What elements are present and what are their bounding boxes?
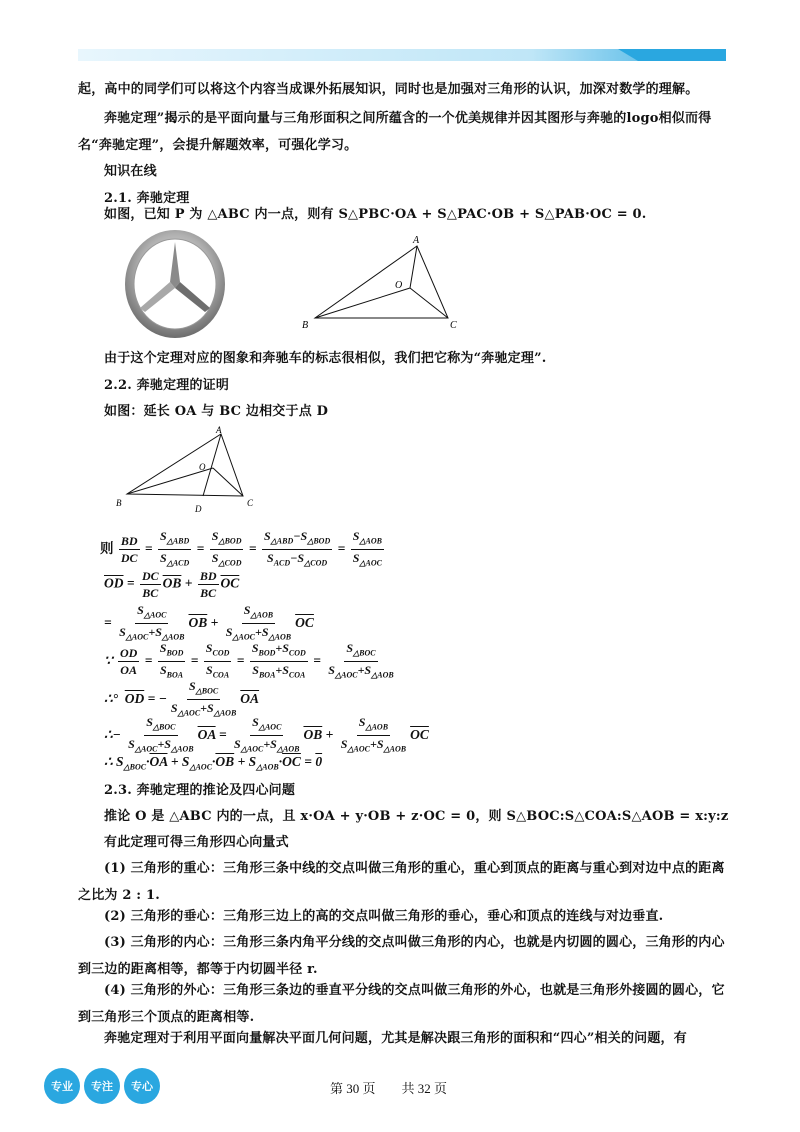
proof-line-5: ∴° $\overline{OD}$ = − $\frac{S_{\triangle BOC}}{S_{\triangle AOC}+S_{\triangle AOB}}$ $\overline{OA}$ bbox=[104, 679, 260, 718]
item-centroid: (1) 三角形的重心：三角形三条中线的交点叫做三角形的重心，重心到顶点的距离与重心到对边中点的距离之比为 2 : 1. bbox=[78, 861, 725, 903]
fig1-label-C: C bbox=[450, 320, 457, 331]
page-number: 第 30 页 共 32 页 bbox=[330, 1081, 448, 1096]
fig2-label-C: C bbox=[247, 498, 254, 508]
therefore-symbol-2: ∴ bbox=[104, 726, 113, 742]
section-2-2-title: 2.2. 奔驰定理的证明 bbox=[104, 378, 230, 393]
proof-line-6: ∴− $\frac{S_{\triangle BOC}}{S_{\triangle AOC}+S_{\triangle AOB}}$ $\overline{OA}$ = $\frac{S_{\triangle AOC}}{S_{\triangle AOC}+S_{\triangle AOB}}$ $\overline{OB}$ + $\frac{S_{\triangle AOB}}{S_{\triangle AOC}+S_{\triangle AOB}}$ $\overline{OC}$ bbox=[104, 715, 429, 754]
fig2-label-O: O bbox=[199, 462, 206, 472]
section-2-1-caption: 由于这个定理对应的图象和奔驰车的标志很相似，我们把它称为“奔驰定理”. bbox=[104, 351, 547, 366]
proof-line-1: 则 $\frac{BD}{DC}$ = $\frac{S_{\triangle ABD}}{S_{\triangle ACD}}$ = $\frac{S_{\triangle BOD}}{S_{\triangle COD}}$ = $\frac{S_{\triangle ABD}-S_{\triangle BOD}}{S_{ACD}-S_{\triangle COD}}$ = $\frac{S_{\triangle AOB}}{S_{\triangle AOC}}$ bbox=[100, 529, 382, 568]
item-incenter: (3) 三角形的内心：三角形三条内角平分线的交点叫做三角形的内心，也就是内切圆的圆心，三角形的内心到三边的距离相等，都等于内切圆半径 r. bbox=[78, 935, 725, 977]
item-circumcenter: (4) 三角形的外心：三角形三条边的垂直平分线的交点叫做三角形的外心，也就是三角形外接圆的圆心，它到三角形三个顶点的距离相等. bbox=[78, 983, 725, 1025]
proof-line-4: ∵ $\frac{OD}{OA}$ = $\frac{S_{BOD}}{S_{BOA}}$ = $\frac{S_{COD}}{S_{COA}}$ = $\frac{S_{BOD}+S_{COD}}{S_{BOA}+S_{COA}}$ = $\frac{S_{\triangle BOC}}{S_{\triangle AOC}+S_{\triangle AOB}}$ bbox=[104, 641, 394, 680]
header-bar bbox=[78, 46, 726, 64]
fig2-label-D: D bbox=[195, 504, 202, 514]
fig1-label-O: O bbox=[395, 280, 403, 291]
section-2-1-text: 如图，已知 P 为 △ABC 内一点，则有 S△PBC·OA + S△PAC·OB + S△PAB·OC = 0. bbox=[104, 207, 647, 222]
proof-line-3: = $\frac{S_{\triangle AOC}}{S_{\triangle AOC}+S_{\triangle AOB}}$ $\overline{OB}$ + $\frac{S_{\triangle AOB}}{S_{\triangle AOC}+S_{\triangle AOB}}$ $\overline{OC}$ bbox=[104, 603, 314, 642]
benz-logo-image bbox=[123, 228, 227, 340]
section-2-3-corollary: 推论 O 是 △ABC 内的一点，且 x·OA + y·OB + z·OC = 0，则 S△BOC:S△COA:S△AOB = x:y:z bbox=[104, 809, 729, 824]
fig1-label-B: B bbox=[302, 320, 309, 331]
intro-line: 起，高中的同学们可以将这个内容当成课外拓展知识，同时也是加强对三角形的认识，加深对数学的理解。 bbox=[78, 82, 699, 97]
proof-line-7: ∴ $S_{\triangle BOC}\cdot\overline{OA} + S_{\triangle AOC}\cdot\overline{OB} + S_{\triangle AOB}\cdot\overline{OC} = 0$ bbox=[104, 754, 323, 772]
section-2-2-text: 如图：延长 OA 与 BC 边相交于点 D bbox=[104, 404, 329, 419]
intro-paragraph: 奔驰定理”揭示的是平面向量与三角形面积之间所蕴含的一个优美规律并因其图形与奔驰的logo相似而得名“奔驰定理”，会提升解题效率，可强化学习。 bbox=[78, 111, 712, 153]
section-2-3-intro: 有此定理可得三角形四心向量式 bbox=[104, 835, 289, 850]
section-2-3-title: 2.3. 奔驰定理的推论及四心问题 bbox=[104, 783, 296, 798]
fig2-label-B: B bbox=[116, 498, 122, 508]
proof-prefix: 则 bbox=[100, 540, 114, 557]
section-knowledge: 知识在线 bbox=[104, 164, 157, 179]
proof-line-2: $\overline{OD}$ = $\frac{DC}{BC}$ $\overline{OB}$ + $\frac{BD}{BC}$ $\overline{OC}$ bbox=[104, 569, 240, 600]
item-orthocenter: (2) 三角形的垂心：三角形三边上的高的交点叫做三角形的垂心，垂心和顶点的连线与对边垂直. bbox=[104, 909, 664, 924]
fig2-label-A: A bbox=[216, 425, 222, 435]
badge-dedication: 专心 bbox=[124, 1068, 160, 1104]
therefore-symbol-3: ∴ bbox=[104, 754, 113, 769]
badge-professional: 专业 bbox=[44, 1068, 80, 1104]
triangle-figure-2 bbox=[115, 424, 265, 516]
therefore-symbol-1: ∴ bbox=[104, 690, 113, 706]
last-line: 奔驰定理对于利用平面向量解决平面几何问题，尤其是解决跟三角形的面积和“四心”相关的问题，有 bbox=[104, 1031, 687, 1046]
badge-focus: 专注 bbox=[84, 1068, 120, 1104]
footer-badges bbox=[44, 1068, 160, 1104]
since-symbol: ∵ bbox=[104, 652, 113, 668]
fig1-label-A: A bbox=[413, 235, 420, 246]
section-2-1-title: 2.1. 奔驰定理 bbox=[104, 191, 190, 206]
triangle-figure-1 bbox=[300, 232, 470, 334]
